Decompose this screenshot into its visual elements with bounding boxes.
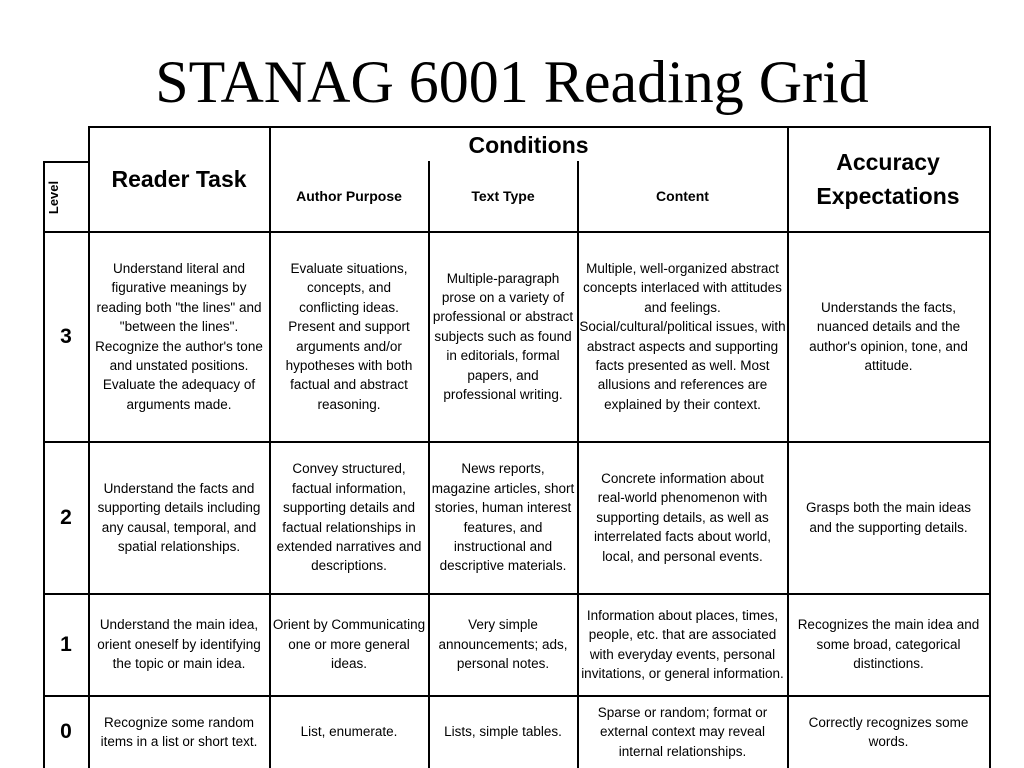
accuracy-cell: Grasps both the main ideas and the supporting details. (805, 500, 972, 535)
reader-task-header: Reader Task (111, 166, 247, 192)
author-purpose-cell: Convey structured, factual information, supporting details and factual relationships in extended narratives and descriptions. (276, 461, 422, 574)
table-right-border (989, 126, 991, 768)
content-header: Content (656, 187, 709, 204)
text-type-cell: Very simple announcements; ads, personal notes. (438, 617, 568, 672)
reader-task-cell: Understand the facts and supporting details including any causal, temporal, and spatial relationships. (97, 480, 261, 554)
level-cell: 1 (60, 632, 72, 656)
reader-task-cell: Understand literal and figurative meanings by reading both "the lines" and "between the lines". Recognize the author's tone and unstated positions. Evaluate the adequacy of arguments made. (95, 260, 263, 412)
accuracy-cell: Recognizes the main idea and some broad, categorical distinctions. (797, 617, 980, 672)
page-title: STANAG 6001 Reading Grid (155, 49, 869, 115)
level-cell: 3 (60, 324, 72, 348)
conditions-header: Conditions (468, 132, 589, 158)
content-cell: Concrete information about real-world phenomenon with supporting details, as well as interrelated facts about world, local, and personal events. (593, 470, 772, 564)
author-purpose-cell: List, enumerate. (300, 724, 398, 740)
author-purpose-cell: Evaluate situations, concepts, and conflicting ideas. Present and support arguments and/or hypotheses with both factual and abstract reasoning. (285, 260, 413, 412)
text-type-cell: Lists, simple tables. (444, 724, 562, 740)
level-header-top-border (43, 161, 89, 163)
reader-task-cell: Understand the main idea, orient oneself by identifying the topic or main idea. (97, 617, 261, 672)
reader-task-cell: Recognize some random items in a list or short text. (100, 714, 258, 749)
content-cell: Information about places, times, people, etc. that are associated with everyday events, personal invitations, or general information. (581, 607, 784, 681)
content-cell: Multiple, well-organized abstract concepts interlaced with attitudes and feelings. Social/cultural/political issues, with abstract aspects and supporting facts presented as well. Most allusions and references are explained by their context. (579, 260, 786, 412)
level-cell: 2 (60, 505, 72, 529)
level-header: Level (46, 180, 62, 214)
accuracy-cell: Correctly recognizes some words. (808, 714, 969, 749)
author-purpose-header: Author Purpose (296, 187, 402, 204)
text-type-cell: News reports, magazine articles, short stories, human interest features, and instructional and descriptive materials. (431, 461, 575, 574)
text-type-header: Text Type (471, 187, 535, 204)
accuracy-cell: Understands the facts, nuanced details and the author's opinion, tone, and attitude. (809, 299, 968, 373)
text-type-cell: Multiple-paragraph prose on a variety of professional or abstract subjects such as found in editorials, formal papers, and professional writing. (432, 270, 574, 403)
level-cell: 0 (60, 720, 72, 744)
author-purpose-cell: Orient by Communicating one or more general ideas. (272, 617, 426, 672)
accuracy-header: Accuracy Expectations (816, 149, 960, 209)
content-cell: Sparse or random; format or external context may reveal internal relationships. (597, 704, 768, 759)
